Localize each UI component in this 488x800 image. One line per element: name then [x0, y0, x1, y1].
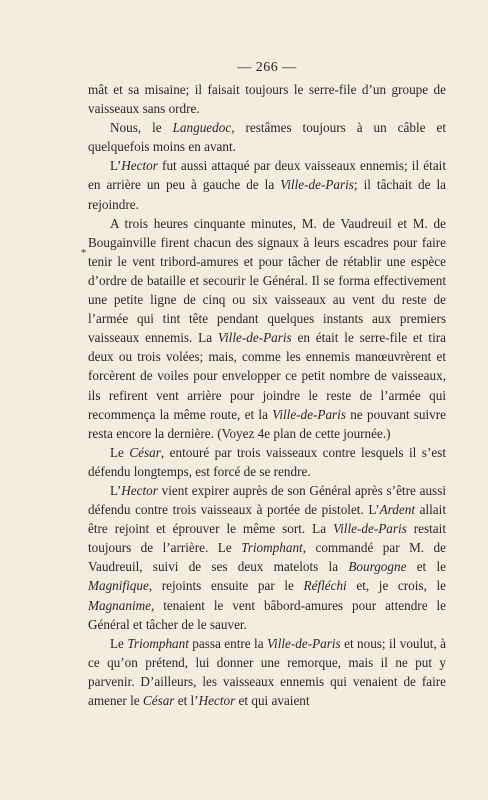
italic-ship-name: Hector [198, 693, 236, 708]
italic-ship-name: Hector [121, 158, 158, 174]
text-run: et, je crois, le [346, 578, 447, 594]
text-run: Nous, le [110, 120, 173, 136]
body-text [88, 80, 446, 710]
italic-ship-name: Bourgogne [348, 559, 407, 575]
text-run: en était le serre-file et tira deux ou trois volées; mais, comme les ennemis manœuvrèrent et forcèrent de voiles pour envelopper ce petit nombre de vaisseaux, ils refirent vent arrière pour joindre le reste de l’armée qui recommença la même route, et la [88, 330, 446, 422]
italic-ship-name: Magnifique [88, 578, 149, 594]
text-run: , restâmes toujours à un câble et quelquefois moins en avant. [88, 120, 446, 155]
italic-ship-name: César [142, 693, 175, 708]
text-run: , rejoints ensuite par le [148, 578, 304, 594]
text-run: Le [110, 444, 130, 460]
text-run: allait être rejoint et éprouver le même sort. La [88, 502, 446, 537]
text-run: , entouré par trois vaisseaux contre lesquels il s’est défendu longtemps, est forcé de se rendre. [88, 444, 446, 479]
text-run: L’ [110, 482, 122, 498]
italic-ship-name: Triomphant [241, 540, 303, 556]
paragraph [88, 214, 446, 443]
italic-ship-name: Triomphant [127, 635, 189, 651]
text-run: restait toujours de l’arrière. Le [88, 521, 446, 556]
paragraph [88, 156, 446, 213]
text-run: Le [110, 635, 128, 651]
text-run: , commandé par M. de Vaudreuil, suivi de ses deux matelots la [88, 540, 446, 575]
page-number: — 266 — [237, 60, 297, 75]
italic-ship-name: Languedoc [172, 120, 232, 136]
italic-ship-name: Ville-de-Paris [272, 406, 346, 422]
italic-ship-name: Ville-de-Paris [217, 330, 292, 346]
text-run: passa entre la [188, 635, 267, 651]
italic-ship-name: César [129, 444, 161, 460]
paragraph [88, 118, 446, 156]
italic-ship-name: Ardent [379, 502, 416, 518]
text-run: et qui avaient [235, 693, 310, 708]
text-run: et l’ [174, 693, 199, 708]
paragraph [88, 443, 446, 481]
margin-mark: * [81, 247, 87, 259]
italic-ship-name: Magnanime [88, 597, 151, 613]
italic-ship-name: Hector [121, 482, 158, 498]
text-run: vient expirer auprès de son Général après s’être aussi défendu contre trois vaisseaux à portée de pistolet. L’ [88, 482, 446, 518]
paragraph [88, 481, 446, 634]
text-run: , tenaient le vent bâbord-amures pour attendre le Général et tâcher de le sauver. [88, 597, 446, 632]
text-run: ne pouvant suivre resta encore la dernière. (Voyez 4e plan de cette journée.) [88, 406, 446, 441]
italic-ship-name: Réfléchi [303, 578, 347, 594]
text-run: et nous; il voulut, à ce qu’on prétend, lui donner une remorque, mais il ne put y parvenir. D’ailleurs, les vaisseaux ennemis qui venaient de faire amener le [88, 635, 446, 708]
italic-ship-name: Ville-de-Paris [280, 177, 354, 193]
italic-ship-name: Ville-de-Paris [266, 635, 341, 651]
italic-ship-name: Ville-de-Paris [333, 521, 407, 537]
text-run: mât et sa misaine; il faisait toujours le serre-file d’un groupe de vaisseaux sans ordre. [88, 82, 446, 117]
text-run: L’ [110, 158, 122, 174]
text-run: ; il tâchait de la rejoindre. [88, 177, 446, 212]
paragraph [88, 80, 446, 118]
paragraph [88, 634, 446, 710]
text-run: A trois heures cinquante minutes, M. de Vaudreuil et M. de Bougainville firent chacun des signaux à leurs escadres pour faire tenir le vent tribord-amures et pour tâcher de rétablir une espèce d’ordre de bataille et secourir le Général. Il se forma effectivement une petite ligne de cinq ou six vaisseaux au vent du reste de l’armée qui tint tête pendant quelques instants aux premiers vaisseaux ennemis. La [88, 215, 446, 346]
text-run: fut aussi attaqué par deux vaisseaux ennemis; il était en arrière un peu à gauche de la [88, 158, 446, 193]
text-run: et le [406, 559, 446, 575]
